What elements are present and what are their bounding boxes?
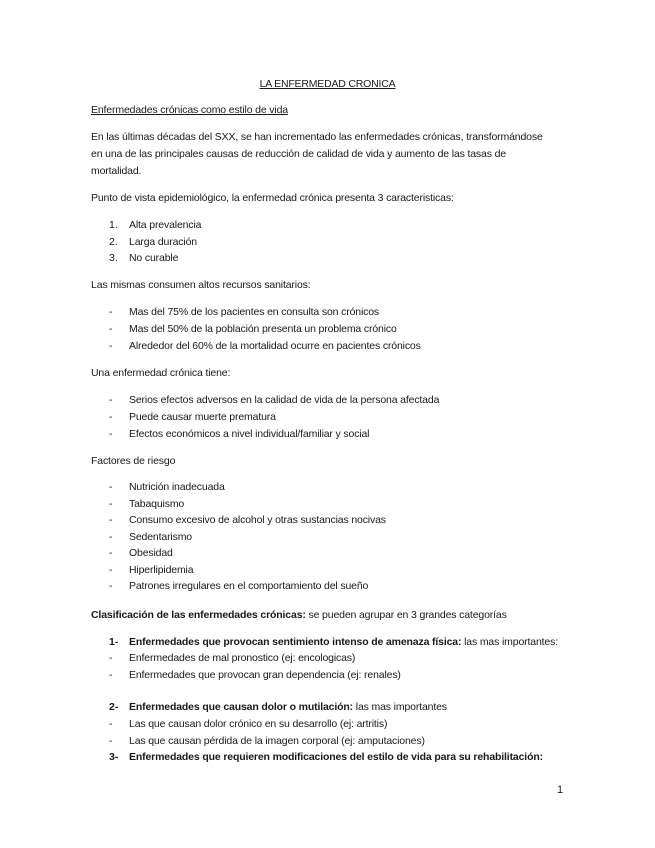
list-item: Hiperlipidemia — [129, 564, 194, 576]
resources-heading: Las mismas consumen altos recursos sanitarios: — [91, 279, 311, 291]
bullet-dash: - — [109, 652, 113, 664]
list-item: Las que causan pérdida de la imagen corporal (ej: amputaciones) — [129, 735, 425, 747]
category-2-title: Enfermedades que causan dolor o mutilación: — [129, 701, 354, 713]
classification-bold: Clasificación de las enfermedades crónicas: — [91, 609, 306, 621]
epi-heading: Punto de vista epidemiológico, la enfermedad crónica presenta 3 caracteristicas: — [91, 192, 454, 204]
intro-line: En las últimas décadas del SXX, se han incrementado las enfermedades crónicas, transformándose — [91, 131, 543, 143]
bullet-dash: - — [109, 411, 113, 423]
list-item: Las que causan dolor crónico en su desarrollo (ej: artritis) — [129, 718, 388, 730]
subtitle: Enfermedades crónicas como estilo de vida — [91, 104, 288, 116]
list-item: Puede causar muerte prematura — [129, 411, 276, 423]
category-marker: 1- — [109, 636, 119, 648]
category-2-rest: las mas importantes — [353, 701, 447, 713]
bullet-dash: - — [109, 531, 113, 543]
category-marker: 2- — [109, 701, 119, 713]
list-marker: 3. — [109, 252, 118, 264]
list-item: Consumo excesivo de alcohol y otras sustancias nocivas — [129, 514, 386, 526]
list-item: Efectos económicos a nivel individual/familiar y social — [129, 428, 370, 440]
bullet-dash: - — [109, 547, 113, 559]
category-3-title: Enfermedades que requieren modificaciones del estilo de vida para su rehabilitación: — [129, 751, 543, 763]
list-item: Nutrición inadecuada — [129, 481, 225, 493]
list-item: Sedentarismo — [129, 531, 192, 543]
category-1-title: Enfermedades que provocan sentimiento intenso de amenaza física: — [129, 636, 462, 648]
page-number: 1 — [557, 784, 564, 796]
list-item: Alta prevalencia — [129, 219, 202, 231]
category-1-rest: las mas importantes: — [461, 636, 558, 648]
list-item: Mas del 50% de la población presenta un problema crónico — [129, 323, 397, 335]
list-item: Alrededor del 60% de la mortalidad ocurre en pacientes crónicos — [129, 340, 421, 352]
category-2 — [129, 701, 447, 714]
bullet-dash: - — [109, 718, 113, 730]
list-item: Obesidad — [129, 547, 173, 559]
bullet-dash: - — [109, 428, 113, 440]
bullet-dash: - — [109, 564, 113, 576]
category-1 — [129, 636, 558, 649]
bullet-dash: - — [109, 669, 113, 681]
classification-rest: se pueden agrupar en 3 grandes categorías — [305, 609, 507, 621]
list-item: No curable — [129, 252, 179, 264]
list-item: Enfermedades que provocan gran dependencia (ej: renales) — [129, 669, 401, 681]
bullet-dash: - — [109, 514, 113, 526]
list-item: Mas del 75% de los pacientes en consulta son crónicos — [129, 306, 380, 318]
list-item: Larga duración — [129, 236, 197, 248]
bullet-dash: - — [109, 340, 113, 352]
intro-line: en una de las principales causas de reducción de calidad de vida y aumento de las tasas de — [91, 148, 506, 160]
bullet-dash: - — [109, 498, 113, 510]
bullet-dash: - — [109, 580, 113, 592]
risk-heading: Factores de riesgo — [91, 455, 176, 467]
bullet-dash: - — [109, 323, 113, 335]
classification-heading — [91, 609, 507, 622]
list-marker: 2. — [109, 236, 118, 248]
list-item: Serios efectos adversos en la calidad de vida de la persona afectada — [129, 394, 440, 406]
list-marker: 1. — [109, 219, 118, 231]
bullet-dash: - — [109, 306, 113, 318]
category-marker: 3- — [109, 751, 119, 763]
list-item: Enfermedades de mal pronostico (ej: encologicas) — [129, 652, 356, 664]
list-item: Patrones irregulares en el comportamiento del sueño — [129, 580, 369, 592]
bullet-dash: - — [109, 394, 113, 406]
bullet-dash: - — [109, 735, 113, 747]
list-item: Tabaquismo — [129, 498, 185, 510]
page-title: LA ENFERMEDAD CRONICA — [259, 78, 396, 90]
intro-line: mortalidad. — [91, 165, 142, 177]
has-heading: Una enfermedad crónica tiene: — [91, 367, 231, 379]
bullet-dash: - — [109, 481, 113, 493]
